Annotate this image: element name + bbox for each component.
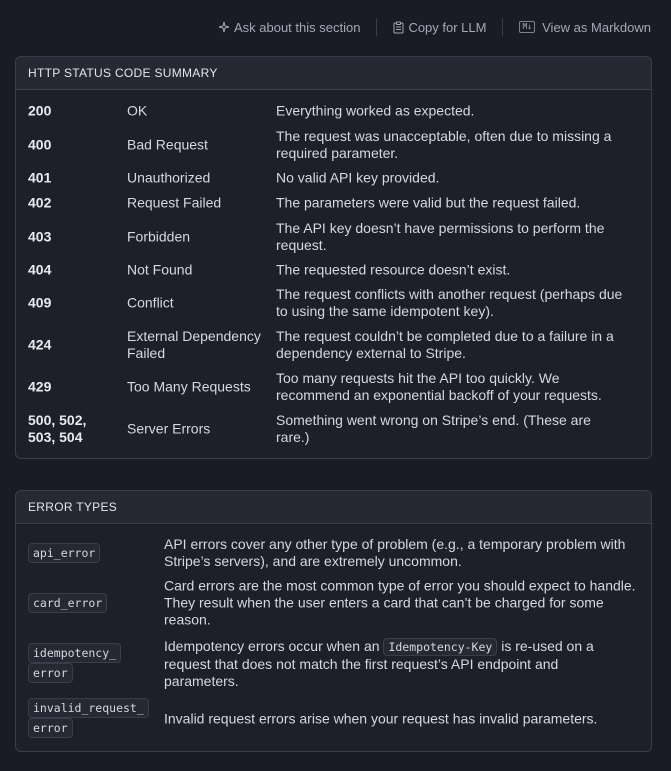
status-name: Forbidden [127, 228, 191, 245]
status-code: 401 [28, 169, 52, 186]
copy-for-llm-label: Copy for LLM [408, 19, 487, 35]
status-name: Too Many Requests [127, 378, 251, 395]
markdown-icon: M↓ [519, 21, 535, 33]
clipboard-icon [393, 21, 404, 34]
status-code: 400 [28, 136, 52, 153]
toolbar-divider [376, 18, 377, 36]
copy-for-llm-button[interactable] [393, 20, 486, 35]
status-name: Bad Request [127, 136, 208, 153]
status-name: Not Found [127, 261, 193, 278]
status-description: The parameters were valid but the request failed. [276, 194, 581, 211]
status-code: 402 [28, 194, 52, 211]
http-status-code-title: HTTP STATUS CODE SUMMARY [16, 57, 651, 90]
error-type-description: Idempotency errors occur when an Idempotency-Key is re-used on a request that does not match the first request’s API endpoint and parameters. [164, 638, 594, 689]
status-name: Unauthorized [127, 169, 211, 186]
status-description: The requested resource doesn’t exist. [276, 261, 511, 278]
status-description: No valid API key provided. [276, 169, 440, 186]
section-toolbar [218, 18, 651, 36]
status-code: 500, 502, 503, 504 [28, 412, 87, 445]
status-name: OK [127, 102, 148, 119]
error-type-name [28, 543, 150, 563]
status-name: Request Failed [127, 194, 222, 211]
status-description: The request conflicts with another request (perhaps due to using the same idempotent key). [276, 286, 623, 319]
status-name: External Dependency Failed [127, 328, 261, 361]
toolbar-divider [502, 18, 503, 36]
error-type-description: Card errors are the most common type of error you should expect to handle. They result when the user enters a card that can’t be charged for some reason. [164, 577, 636, 628]
status-code: 403 [28, 228, 52, 245]
status-code: 424 [28, 336, 52, 353]
status-name: Conflict [127, 294, 174, 311]
status-code: 200 [28, 102, 52, 119]
view-as-markdown-button[interactable] [519, 20, 651, 35]
error-type-name [28, 593, 150, 613]
error-types-card [15, 490, 652, 752]
status-description: The request couldn’t be completed due to a failure in a dependency external to Stripe. [276, 328, 614, 361]
error-type-code: idempotency_ error [28, 643, 121, 683]
status-description: The request was unacceptable, often due to missing a required parameter. [276, 128, 612, 161]
status-code: 404 [28, 261, 52, 278]
error-type-name [28, 643, 150, 683]
ask-about-section-label: Ask about this section [233, 19, 361, 35]
status-code: 409 [28, 294, 52, 311]
error-type-description: API errors cover any other type of problem (e.g., a temporary problem with Stripe’s servers), and are extremely uncommon. [164, 536, 626, 569]
error-type-description: Invalid request errors arise when your request has invalid parameters. [164, 710, 598, 727]
sparkle-icon [218, 21, 230, 33]
status-description: Too many requests hit the API too quickly. We recommend an exponential backoff of your requests. [276, 370, 602, 403]
error-type-code: api_error [28, 543, 100, 563]
status-name: Server Errors [127, 420, 211, 437]
idempotency-key-code: Idempotency-Key [383, 638, 497, 656]
view-as-markdown-label: View as Markdown [542, 19, 651, 35]
status-description: Something went wrong on Stripe’s end. (These are rare.) [276, 412, 591, 445]
status-description: The API key doesn’t have permissions to perform the request. [276, 220, 605, 253]
error-type-code: invalid_request_ error [28, 698, 149, 738]
error-type-code: card_error [28, 593, 107, 613]
error-type-name [28, 698, 168, 738]
error-types-title: ERROR TYPES [16, 491, 651, 524]
ask-about-section-button[interactable] [218, 20, 360, 35]
status-code: 429 [28, 378, 52, 395]
http-status-code-card [15, 56, 652, 459]
status-description: Everything worked as expected. [276, 102, 475, 119]
